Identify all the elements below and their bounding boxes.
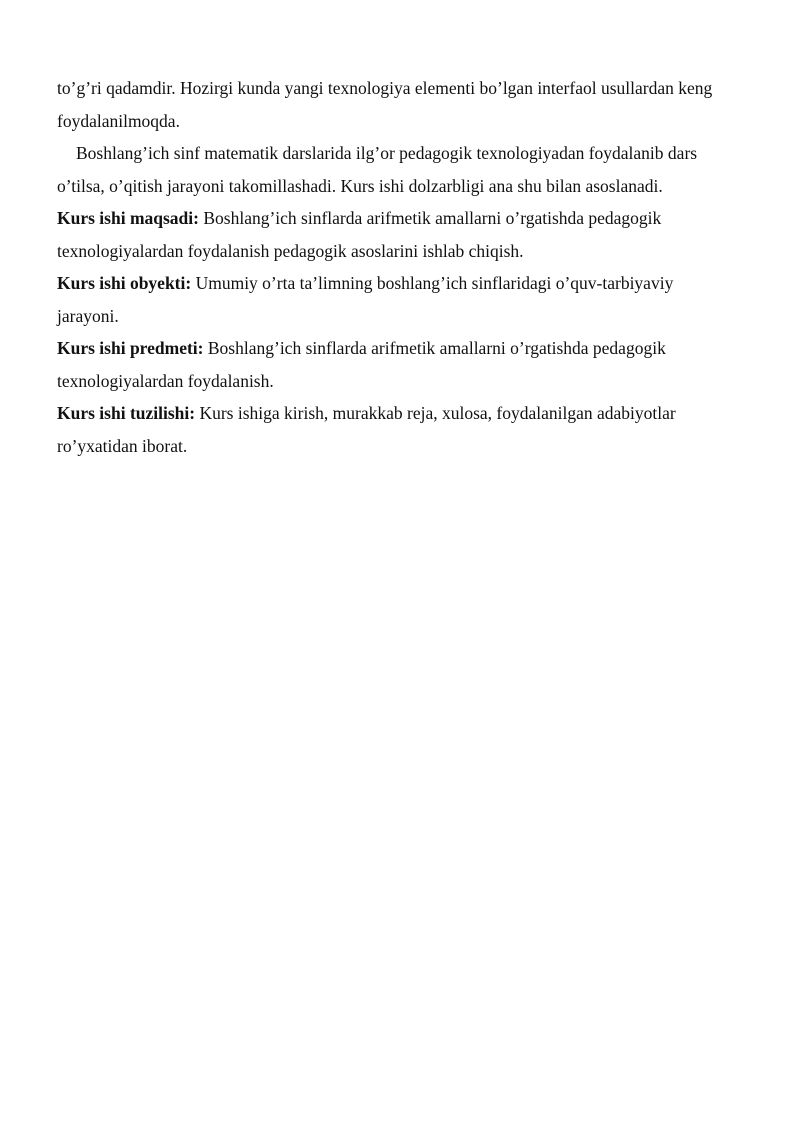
paragraph-object (57, 267, 729, 332)
object-text: Umumiy o’rta ta’limning boshlang’ich sinflaridagi o’quv-tarbiyaviy jarayoni. (57, 273, 674, 326)
object-label: Kurs ishi obyekti: (57, 273, 192, 293)
goal-text: Boshlang’ich sinflarda arifmetik amallarni o’rgatishda pedagogik texnologiyalardan foydalanish pedagogik asoslarini ishlab chiqish. (57, 208, 662, 261)
paragraph-structure (57, 397, 729, 462)
paragraph-text: Boshlang’ich sinf matematik darslarida ilg’or pedagogik texnologiyadan foydalanib dars o’tilsa, o’qitish jarayoni takomillashadi. Kurs ishi dolzarbligi ana shu bilan asoslanadi. (57, 143, 698, 196)
paragraph-text: to’g’ri qadamdir. Hozirgi kunda yangi texnologiya elementi bo’lgan interfaol usullardan keng foydalanilmoqda. (57, 78, 713, 131)
paragraph-subject (57, 332, 729, 397)
paragraph-goal (57, 202, 729, 267)
structure-text: Kurs ishiga kirish, murakkab reja, xulosa, foydalanilgan adabiyotlar ro’yxatidan iborat. (57, 403, 676, 456)
document-page (57, 72, 729, 462)
paragraph-relevance (57, 137, 729, 202)
goal-label: Kurs ishi maqsadi: (57, 208, 199, 228)
subject-label: Kurs ishi predmeti: (57, 338, 204, 358)
structure-label: Kurs ishi tuzilishi: (57, 403, 196, 423)
subject-text: Boshlang’ich sinflarda arifmetik amallarni o’rgatishda pedagogik texnologiyalardan foydalanish. (57, 338, 666, 391)
paragraph-intro-continuation (57, 72, 729, 137)
